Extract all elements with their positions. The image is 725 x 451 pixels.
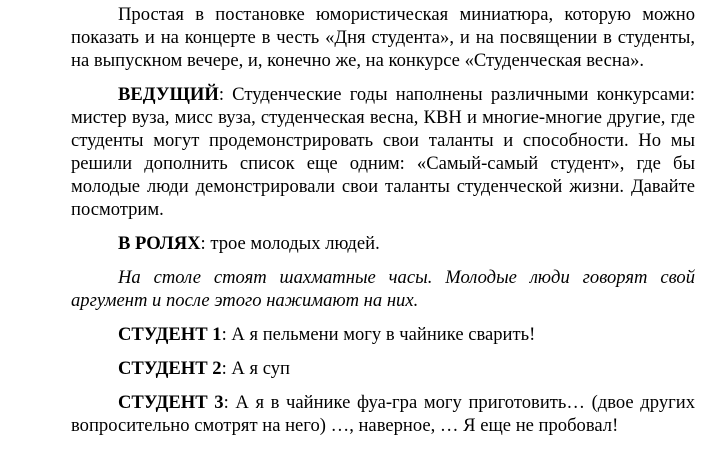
speaker-label-student-1: СТУДЕНТ 1 (118, 324, 222, 345)
student-3-speech: : А я в чайнике фуа-гра могу приготовить… (двое других вопросительно смотрят на него) …, наверное, … Я еще не пробовал! (71, 392, 695, 436)
student-1-speech: : А я пельмени могу в чайнике сварить! (221, 324, 536, 345)
speaker-label-student-2: СТУДЕНТ 2 (118, 358, 222, 379)
intro-paragraph: Простая в постановке юмористическая миниатюра, которую можно показать и на концерте в честь «Дня студента», и на посвящении в студенты, на выпускном вечере, и, конечно же, на конкурсе «Студенческая весна». (71, 4, 695, 71)
student-1-line (71, 323, 695, 346)
student-2-line (71, 357, 695, 380)
cast-label: В РОЛЯХ (118, 233, 201, 254)
student-2-speech: : А я суп (221, 358, 290, 379)
cast-description: : трое молодых людей. (200, 233, 380, 254)
stage-direction: На столе стоят шахматные часы. Молодые люди говорят свой аргумент и после этого нажимают на них. (71, 267, 695, 311)
host-line (71, 83, 695, 221)
speaker-label-host: ВЕДУЩИЙ (118, 84, 219, 105)
cast-line (71, 232, 695, 255)
host-speech: : Студенческие годы наполнены различными конкурсами: мистер вуза, мисс вуза, студенческая весна, КВН и многие-многие другие, где студенты могут продемонстрировать свои таланты и способности. Но мы решили дополнить список еще одним: «Самый-самый студент», где бы молодые люди демонстрировали свои таланты студенческой жизни. Давайте посмотрим. (71, 84, 695, 220)
document-page (71, 3, 695, 448)
speaker-label-student-3: СТУДЕНТ 3 (118, 392, 224, 413)
student-3-line (71, 391, 695, 437)
